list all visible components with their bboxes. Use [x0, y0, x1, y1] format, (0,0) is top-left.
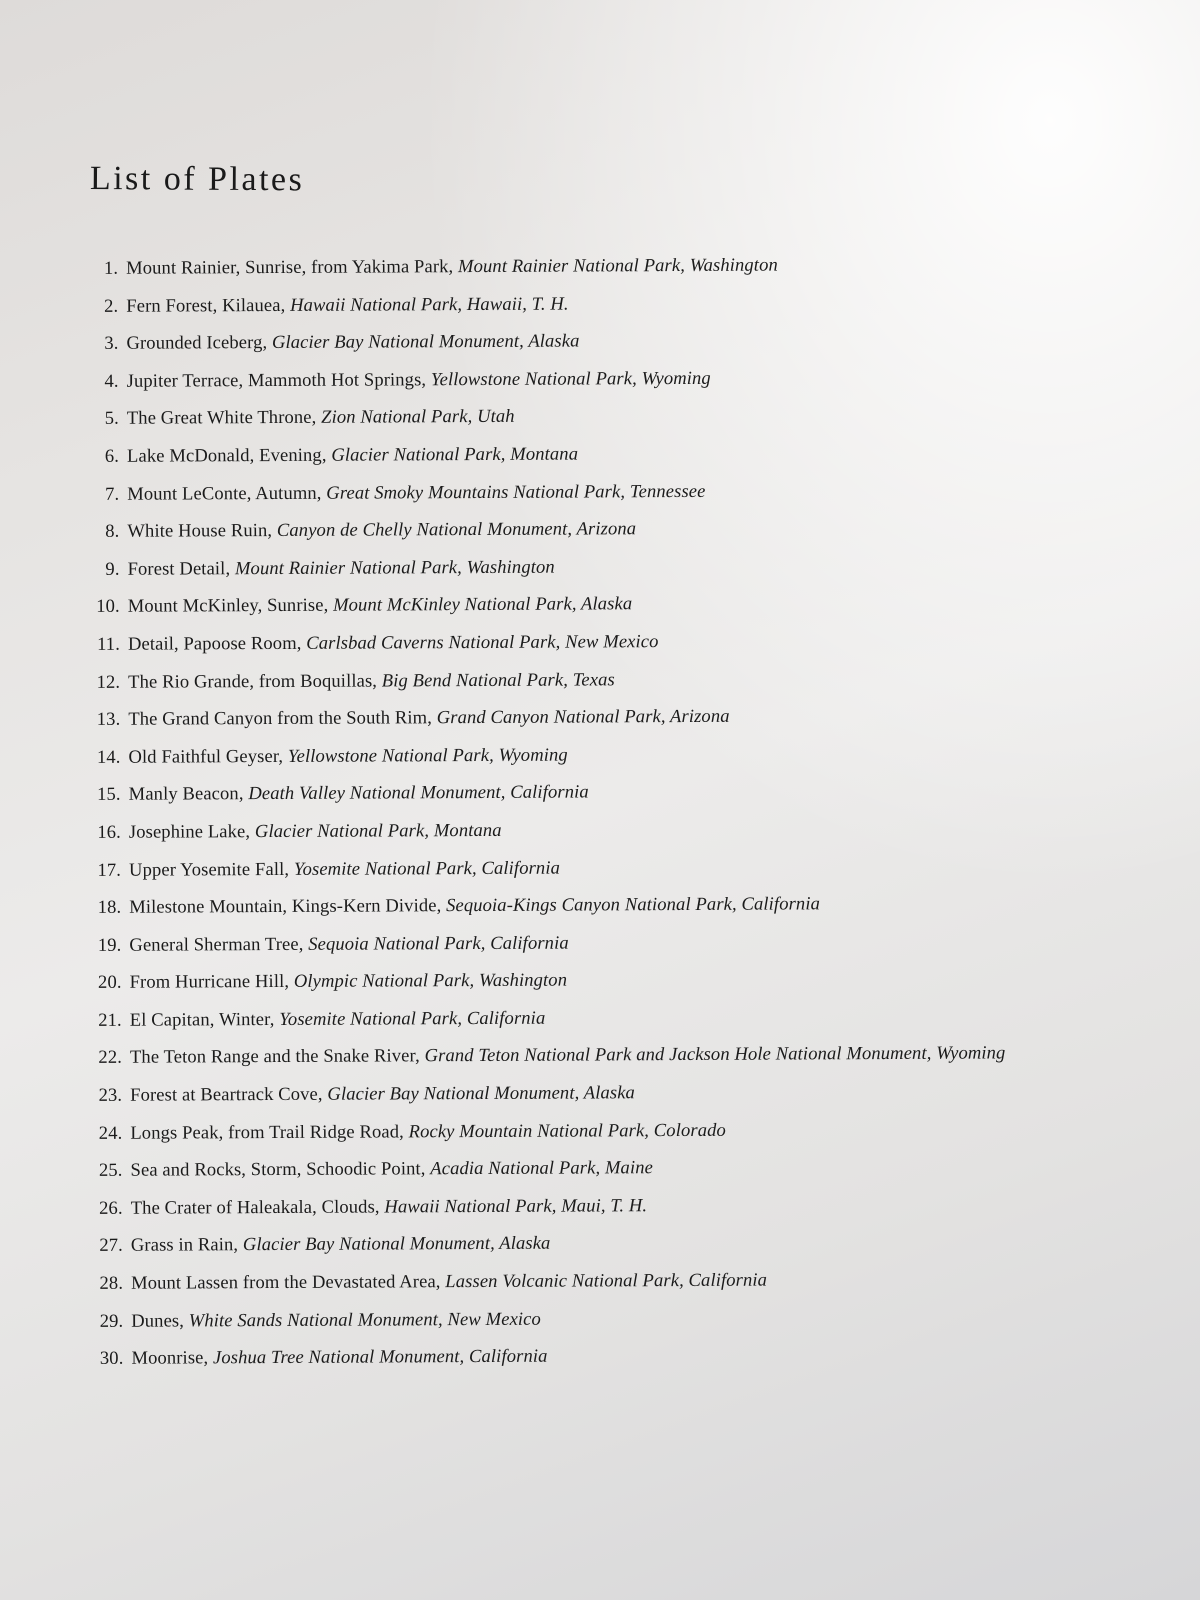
plate-subject: Lake McDonald, Evening, — [126, 444, 332, 467]
plate-location: Hawaii National Park, Hawaii, T. H. — [290, 293, 569, 316]
plate-subject: Sea and Rocks, Storm, Schoodic Point, — [130, 1158, 431, 1181]
plate-subject: Dunes, — [131, 1310, 189, 1332]
plate-subject: The Grand Canyon from the South Rim, — [128, 707, 437, 730]
plate-location: Glacier Bay National Monument, Alaska — [327, 1082, 635, 1105]
plate-subject: Mount Rainier, Sunrise, from Yakima Park, — [126, 256, 459, 279]
plate-subject: Upper Yosemite Fall, — [128, 858, 294, 881]
plate-subject: The Great White Throne, — [126, 407, 322, 430]
plate-list-item — [71, 395, 1181, 438]
plate-subject: Manly Beacon, — [128, 783, 249, 806]
plate-location: Mount Rainier National Park, Washington — [234, 556, 555, 579]
plate-number: 28. — [99, 1272, 124, 1294]
plate-number: 25. — [98, 1160, 123, 1182]
plate-location: Sequoia National Park, California — [308, 932, 569, 955]
plate-number: 5. — [104, 408, 119, 430]
plate-list-item — [71, 357, 1181, 400]
plate-subject: Longs Peak, from Trail Ridge Road, — [130, 1121, 409, 1144]
plate-number: 11. — [97, 633, 120, 655]
plate-location: Yosemite National Park, California — [293, 857, 561, 880]
page-title: List of Plates — [89, 160, 305, 199]
plate-subject: Forest Detail, — [127, 557, 235, 580]
plate-location: Great Smoky Mountains National Park, Tennessee — [326, 480, 706, 504]
plate-subject: Detail, Papoose Room, — [127, 632, 307, 655]
plate-number: 24. — [98, 1122, 123, 1144]
plate-location: Mount McKinley National Park, Alaska — [332, 593, 633, 617]
plate-location: Olympic National Park, Washington — [293, 969, 568, 993]
plate-list — [70, 245, 1185, 1378]
plate-location: Glacier Bay National Monument, Alaska — [271, 330, 580, 354]
plate-location: Rocky Mountain National Park, Colorado — [408, 1119, 726, 1143]
plate-list-item — [70, 320, 1180, 363]
plate-location: White Sands National Monument, New Mexico — [188, 1308, 541, 1332]
plate-number: 26. — [99, 1197, 123, 1219]
plate-subject: Forest at Beartrack Cove, — [130, 1083, 328, 1106]
plate-location: Glacier National Park, Montana — [254, 819, 502, 843]
plate-location: Grand Teton National Park and Jackson Hole National Monument, Wyoming — [424, 1042, 1006, 1067]
plate-number: 3. — [104, 332, 119, 355]
plate-location: Mount Rainier National Park, Washington — [457, 254, 778, 278]
plate-number: 19. — [97, 934, 122, 956]
plate-list-item — [72, 733, 1182, 776]
plate-list-item — [75, 1297, 1185, 1340]
plate-number: 21. — [98, 1009, 122, 1031]
plate-number: 8. — [105, 520, 120, 542]
plate-number: 27. — [99, 1235, 123, 1257]
plate-location: Lassen Volcanic National Park, California — [445, 1269, 768, 1293]
plate-list-item — [72, 696, 1182, 739]
plate-location: Zion National Park, Utah — [321, 406, 515, 429]
plate-list-item — [73, 771, 1183, 814]
plate-list-item — [73, 921, 1183, 964]
plate-number: 12. — [96, 671, 121, 693]
plate-location: Sequoia-Kings Canyon National Park, California — [446, 893, 821, 917]
plate-list-item — [73, 808, 1183, 851]
plate-list-item — [74, 996, 1184, 1039]
plate-location: Yellowstone National Park, Wyoming — [430, 367, 711, 391]
plate-number: 6. — [104, 445, 120, 467]
plate-number: 7. — [104, 483, 120, 505]
plate-list-item — [75, 1335, 1185, 1378]
plate-subject: White House Ruin, — [127, 520, 277, 542]
plate-list-item — [73, 959, 1183, 1002]
plate-location: Acadia National Park, Maine — [430, 1157, 653, 1180]
plate-number: 13. — [96, 708, 121, 730]
plate-subject: Mount McKinley, Sunrise, — [127, 595, 334, 618]
plate-list-item — [73, 846, 1183, 889]
plate-number: 1. — [103, 257, 119, 279]
plate-subject: From Hurricane Hill, — [129, 971, 294, 993]
plate-subject: Grass in Rain, — [130, 1234, 243, 1257]
plate-subject: Milestone Mountain, Kings-Kern Divide, — [129, 895, 447, 918]
plate-list-item — [72, 658, 1182, 701]
plate-location: Big Bend National Park, Texas — [381, 668, 615, 692]
plate-list-item — [72, 583, 1182, 626]
plate-subject: Mount LeConte, Autumn, — [127, 482, 327, 505]
plate-subject: El Capitan, Winter, — [129, 1008, 280, 1031]
plate-location: Canyon de Chelly National Monument, Arizona — [276, 518, 637, 542]
plate-list-item — [75, 1184, 1185, 1227]
plate-list-item — [75, 1260, 1185, 1303]
plate-location: Glacier National Park, Montana — [331, 443, 579, 466]
plate-number: 30. — [99, 1347, 124, 1370]
plate-number: 17. — [97, 859, 122, 881]
plate-number: 18. — [97, 896, 122, 918]
plate-number: 20. — [97, 972, 122, 994]
plate-list-item — [70, 245, 1180, 288]
plate-list-item — [74, 1109, 1184, 1152]
plate-number: 14. — [96, 746, 121, 768]
plate-number: 15. — [97, 784, 121, 806]
plate-location: Yellowstone National Park, Wyoming — [287, 744, 568, 767]
plate-subject: General Sherman Tree, — [129, 933, 309, 956]
plate-number: 2. — [104, 295, 119, 317]
plate-subject: The Crater of Haleakala, Clouds, — [130, 1196, 385, 1219]
plate-subject: The Teton Range and the Snake River, — [129, 1045, 425, 1069]
plate-list-item — [73, 884, 1183, 927]
plate-list-item — [74, 1072, 1184, 1115]
plate-list-item — [72, 621, 1182, 664]
plate-list-item — [71, 433, 1181, 476]
plate-number: 16. — [97, 821, 121, 843]
plate-subject: Josephine Lake, — [128, 821, 255, 843]
plate-number: 22. — [98, 1047, 122, 1069]
plate-subject: Grounded Iceberg, — [126, 332, 273, 354]
plate-subject: Mount Lassen from the Devastated Area, — [130, 1271, 446, 1294]
plate-location: Glacier Bay National Monument, Alaska — [242, 1233, 551, 1256]
plate-location: Yosemite National Park, California — [279, 1007, 546, 1030]
plate-number: 10. — [96, 596, 120, 618]
plate-number: 29. — [99, 1310, 124, 1332]
plate-location: Grand Canyon National Park, Arizona — [436, 705, 730, 729]
plate-number: 4. — [104, 370, 119, 392]
plate-location: Death Valley National Monument, California — [248, 781, 589, 805]
plate-subject: Fern Forest, Kilauea, — [126, 294, 291, 317]
plate-list-item — [71, 470, 1181, 513]
plate-list-item — [74, 1147, 1184, 1190]
plate-subject: Old Faithful Geyser, — [128, 745, 288, 768]
plate-location: Hawaii National Park, Maui, T. H. — [384, 1195, 648, 1218]
plate-location: Joshua Tree National Monument, California — [212, 1345, 548, 1369]
plate-location: Carlsbad Caverns National Park, New Mexico — [306, 631, 659, 654]
plate-number: 9. — [105, 558, 120, 580]
plate-list-item — [74, 1034, 1184, 1077]
plate-subject: Moonrise, — [131, 1347, 214, 1369]
plate-subject: The Rio Grande, from Boquillas, — [128, 670, 382, 693]
plate-list-item — [71, 545, 1181, 588]
plate-subject: Jupiter Terrace, Mammoth Hot Springs, — [126, 369, 431, 392]
plate-list-item — [70, 282, 1180, 325]
plate-number: 23. — [98, 1084, 123, 1106]
plate-list-item — [75, 1222, 1185, 1265]
plate-list-item — [71, 508, 1181, 551]
